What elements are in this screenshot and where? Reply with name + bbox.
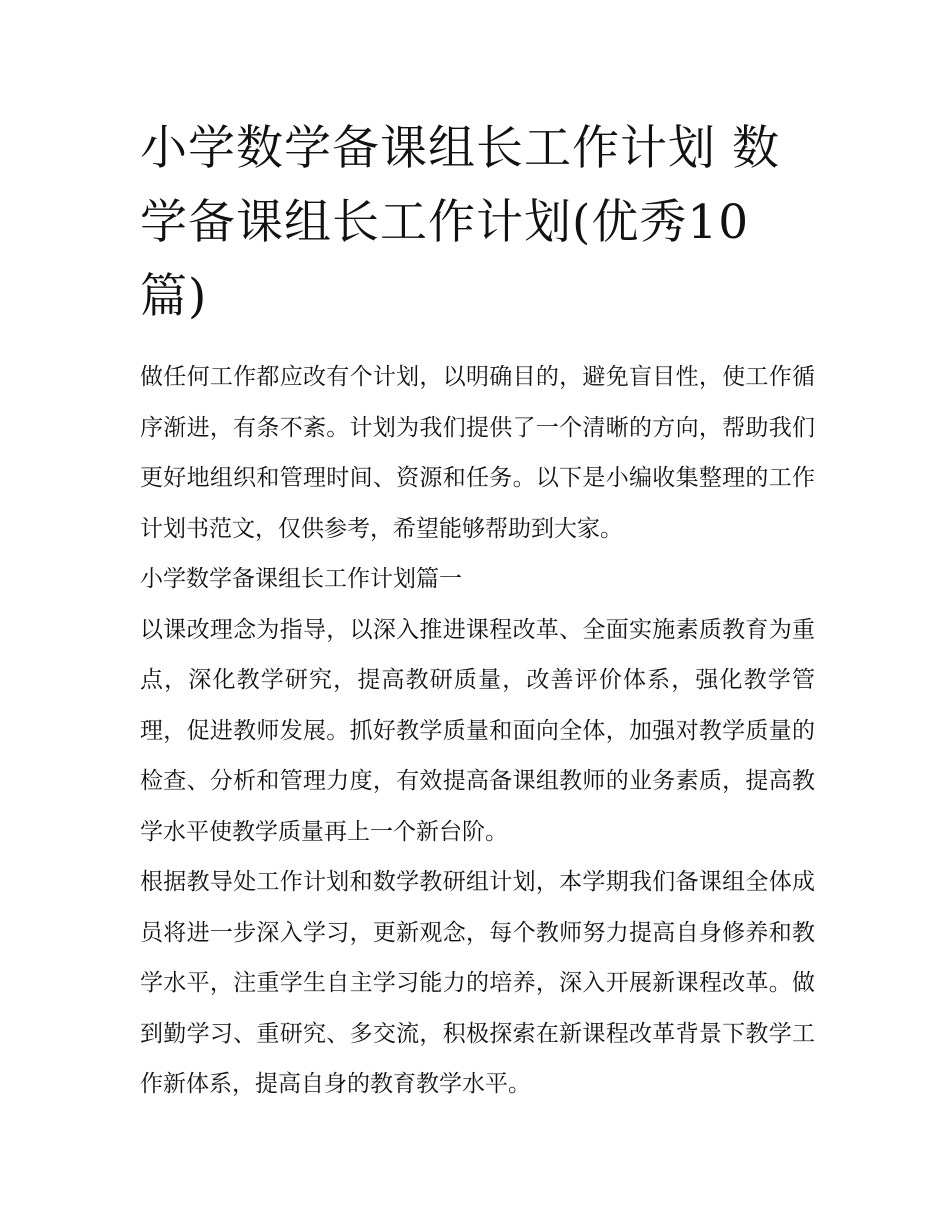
document-page	[140, 112, 815, 1110]
section-heading: 小学数学备课组长工作计划篇一	[140, 566, 462, 592]
intro-paragraph: 做任何工作都应改有个计划，以明确目的，避免盲目性，使工作循序渐进，有条不紊。计划为我们提供了一个清晰的方向，帮助我们更好地组织和管理时间、资源和任务。以下是小编收集整理的工作计划书范文，仅供参考，希望能够帮助到大家。	[140, 364, 815, 542]
body-paragraph-2: 根据教导处工作计划和数学教研组计划，本学期我们备课组全体成员将进一步深入学习，更新观念，每个教师努力提高自身修养和教学水平，注重学生自主学习能力的培养，深入开展新课程改革。做到勤学习、重研究、多交流，积极探索在新课程改革背景下教学工作新体系，提高自身的教育教学水平。	[140, 869, 815, 1097]
document-title: 小学数学备课组长工作计划 数学备课组长工作计划(优秀10篇)	[140, 121, 780, 324]
body-paragraph-1: 以课改理念为指导，以深入推进课程改革、全面实施素质教育为重点，深化教学研究，提高教研质量，改善评价体系，强化教学管理，促进教师发展。抓好教学质量和面向全体，加强对教学质量的检查、分析和管理力度，有效提高备课组教师的业务素质，提高教学水平使教学质量再上一个新台阶。	[140, 616, 815, 845]
